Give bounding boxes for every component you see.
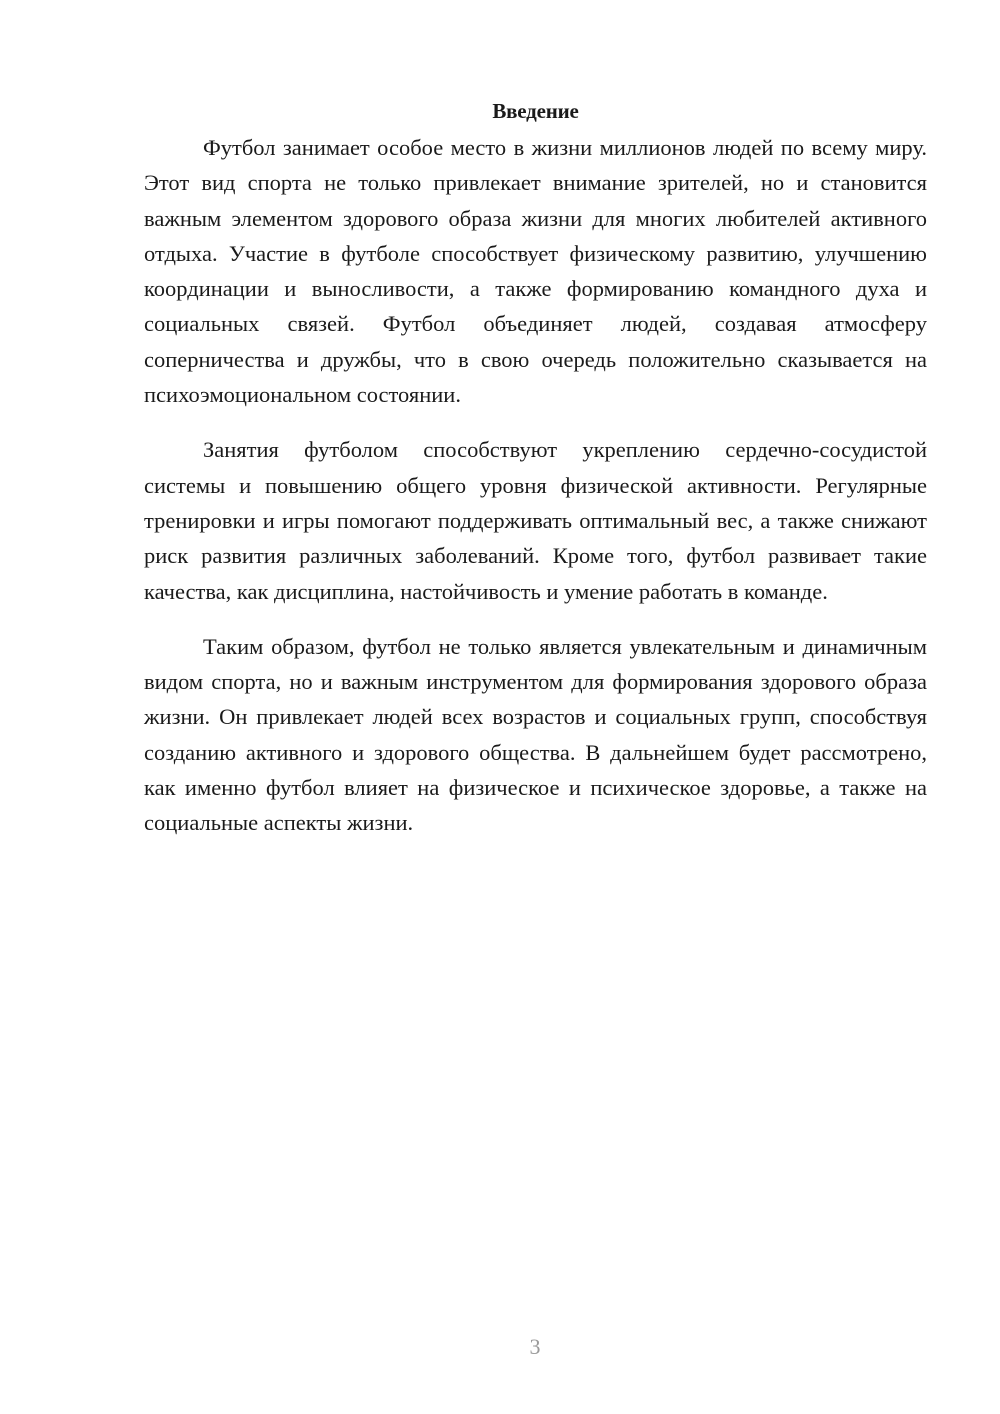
paragraph-3: Таким образом, футбол не только является увлекательным и динамичным видом спорта, но и важным инструментом для формирования здорового образа жизни. Он привлекает людей всех возрастов и социальных групп, способствуя созданию активного и здорового общества. В дальнейшем будет рассмотрено, как именно футбол влияет на физическое и психическое здоровье, а также на социальные аспекты жизни. xyxy=(144,633,927,836)
page-number: 3 xyxy=(529,1334,541,1359)
paragraph-1: Футбол занимает особое место в жизни миллионов людей по всему миру. Этот вид спорта не только привлекает внимание зрителей, но и становится важным элементом здорового образа жизни для многих любителей активного отдыха. Участие в футболе способствует физическому развитию, улучшению координации и выносливости, а также формированию командного духа и социальных связей. Футбол объединяет людей, создавая атмосферу соперничества и дружбы, что в свою очередь положительно сказывается на психоэмоциональном состоянии. xyxy=(144,135,927,408)
section-title: Введение xyxy=(492,99,579,123)
page-content xyxy=(144,92,927,841)
paragraph-2: Занятия футболом способствуют укреплению сердечно-сосудистой системы и повышению общего уровня физической активности. Регулярные тренировки и игры помогают поддерживать оптимальный вес, а также снижают риск развития различных заболеваний. Кроме того, футбол развивает такие качества, как дисциплина, настойчивость и умение работать в команде. xyxy=(144,437,927,604)
